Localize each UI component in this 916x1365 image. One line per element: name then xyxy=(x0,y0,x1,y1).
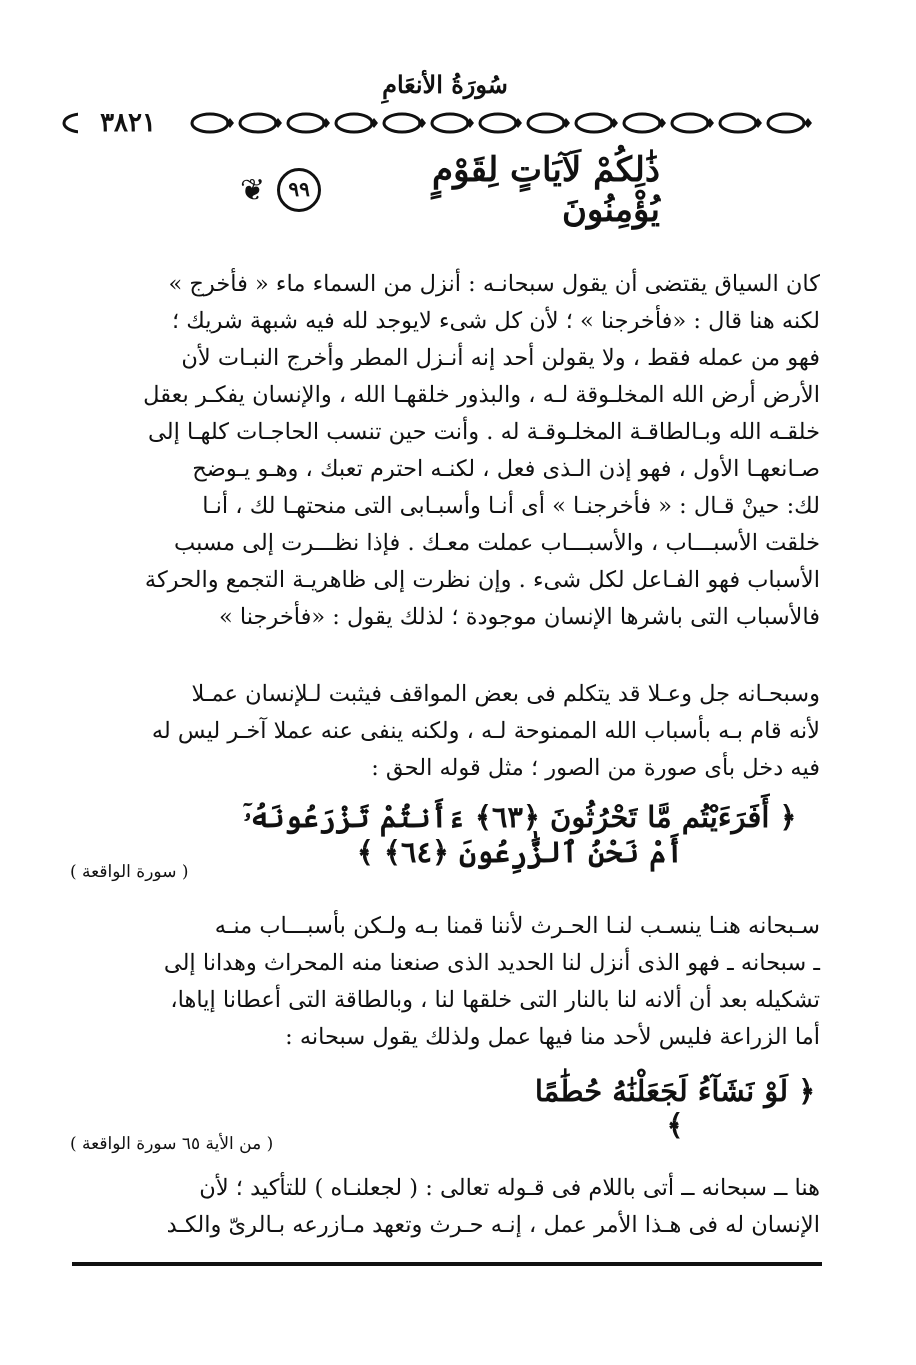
surah-title: سُورَةُ الأنعَامِ xyxy=(382,70,508,99)
quran-verse-1: ﴿ أَفَرَءَيْتُم مَّا تَحْرُثُونَ ﴿٦٣﴾ ءَأَنتُمْ تَزْرَعُونَهُۥٓ أَمْ نَحْنُ ٱلزَّٰرِعُونَ ﴿٦٤﴾ ﴾ xyxy=(243,800,797,869)
quran-citation-2: ( من الأية ٦٥ سورة الواقعة ) xyxy=(70,1134,274,1154)
top-verse xyxy=(240,150,660,230)
top-verse-text: ذَٰلِكُمْ لَآيَاتٍ لِقَوْمٍ يُؤْمِنُونَ xyxy=(432,150,660,230)
text-line: فالأسباب التى باشرها الإنسان موجودة ؛ لذلك يقول : «فأخرجنا » xyxy=(218,604,820,630)
quran-citation-1: ( سورة الواقعة ) xyxy=(70,862,189,882)
quran-verse-2: ﴿ لَوْ نَشَآءُ لَجَعَلْنَٰهُ حُطَٰمًا ﴾ xyxy=(534,1074,816,1142)
paragraph-3 xyxy=(72,908,820,1056)
text-line: الإنسان له فى هـذا الأمر عمل ، إنـه حـرث وتعهد مـازرعه بـالرىّ والكـد xyxy=(166,1212,820,1238)
paragraph-4 xyxy=(72,1170,820,1244)
text-line: فهو من عمله فقط ، ولا يقولن أحد إنه أنـزل المطر وأخرج النبـات لأن xyxy=(181,345,820,371)
text-line: الأرض أرض الله المخلـوقة لـه ، والبذور خلقهـا الله ، والإنسان يفكـر بعقل xyxy=(143,382,820,408)
paragraph-1 xyxy=(72,266,820,636)
text-line: لك: حينْ قـال : « فأخرجنـا » أى أنـا وأسبـابى التى منحتهـا لك ، أنـا xyxy=(202,493,820,519)
page-number: ٣٨٢١ xyxy=(78,108,178,138)
text-line: لكنه هنا قال : «فأخرجنا » ؛ لأن كل شىء لايوجد لله فيه شبهة شريك ؛ xyxy=(171,308,820,334)
text-line: تشكيله بعد أن ألانه لنا بالنار التى خلقها لنا ، وبالطاقة التى أعطانا إياها، xyxy=(170,987,820,1013)
text-line: الأسباب فهو الفـاعل لكل شىء . وإن نظرت إلى ظاهريـة التجمع والحركة xyxy=(144,567,820,593)
text-line: ـ سبحانه ـ فهو الذى أنزل لنا الحديد الذى صنعنا منه المحراث وهدانا إلى xyxy=(163,950,820,976)
text-line: خلقـه الله وبـالطاقـة المخلـوقـة له . وأنت حين تنسب الحاجـات كلهـا إلى xyxy=(147,419,820,445)
bottom-divider xyxy=(72,1262,822,1266)
text-line: وسبحـانه جل وعـلا قد يتكلم فى بعض المواقف فيثبت لـلإنسان عمـلا xyxy=(191,681,820,707)
text-line: سـبحانه هنـا ينسـب لنـا الحـرث لأننا قمنا بـه ولـكن بأسبـــاب منـه xyxy=(214,913,820,939)
text-line: كان السياق يقتضى أن يقول سبحانـه : أنزل من السماء ماء « فأخرج » xyxy=(168,271,820,297)
text-line: خلقت الأسبـــاب ، والأسبـــاب عملت معـك . فإذا نظـــرت إلى مسبب xyxy=(174,530,820,556)
text-line: فيه دخل بأى صورة من الصور ؛ مثل قوله الحق : xyxy=(371,755,820,781)
text-line: هنا ــ سبحانه ــ أتى باللام فى قـوله تعالى : ( لجعلنـاه ) للتأكيد ؛ لأن xyxy=(199,1175,820,1201)
text-line: صـانعهـا الأول ، فهو إذن الـذى فعل ، لكنـه احترم تعبك ، وهـو يـوضح xyxy=(192,456,820,482)
text-line: لأنه قام بـه بأسباب الله الممنوحة لـه ، ولكنه ينفى عنه عملا آخـر ليس له xyxy=(151,718,820,744)
ayah-number-marker: ٩٩ xyxy=(277,168,321,212)
text-line: أما الزراعة فليس لأحد منا فيها عمل ولذلك يقول سبحانه : xyxy=(285,1024,820,1050)
paragraph-2 xyxy=(72,676,820,787)
floral-ornament-icon: ❦ xyxy=(240,172,266,208)
